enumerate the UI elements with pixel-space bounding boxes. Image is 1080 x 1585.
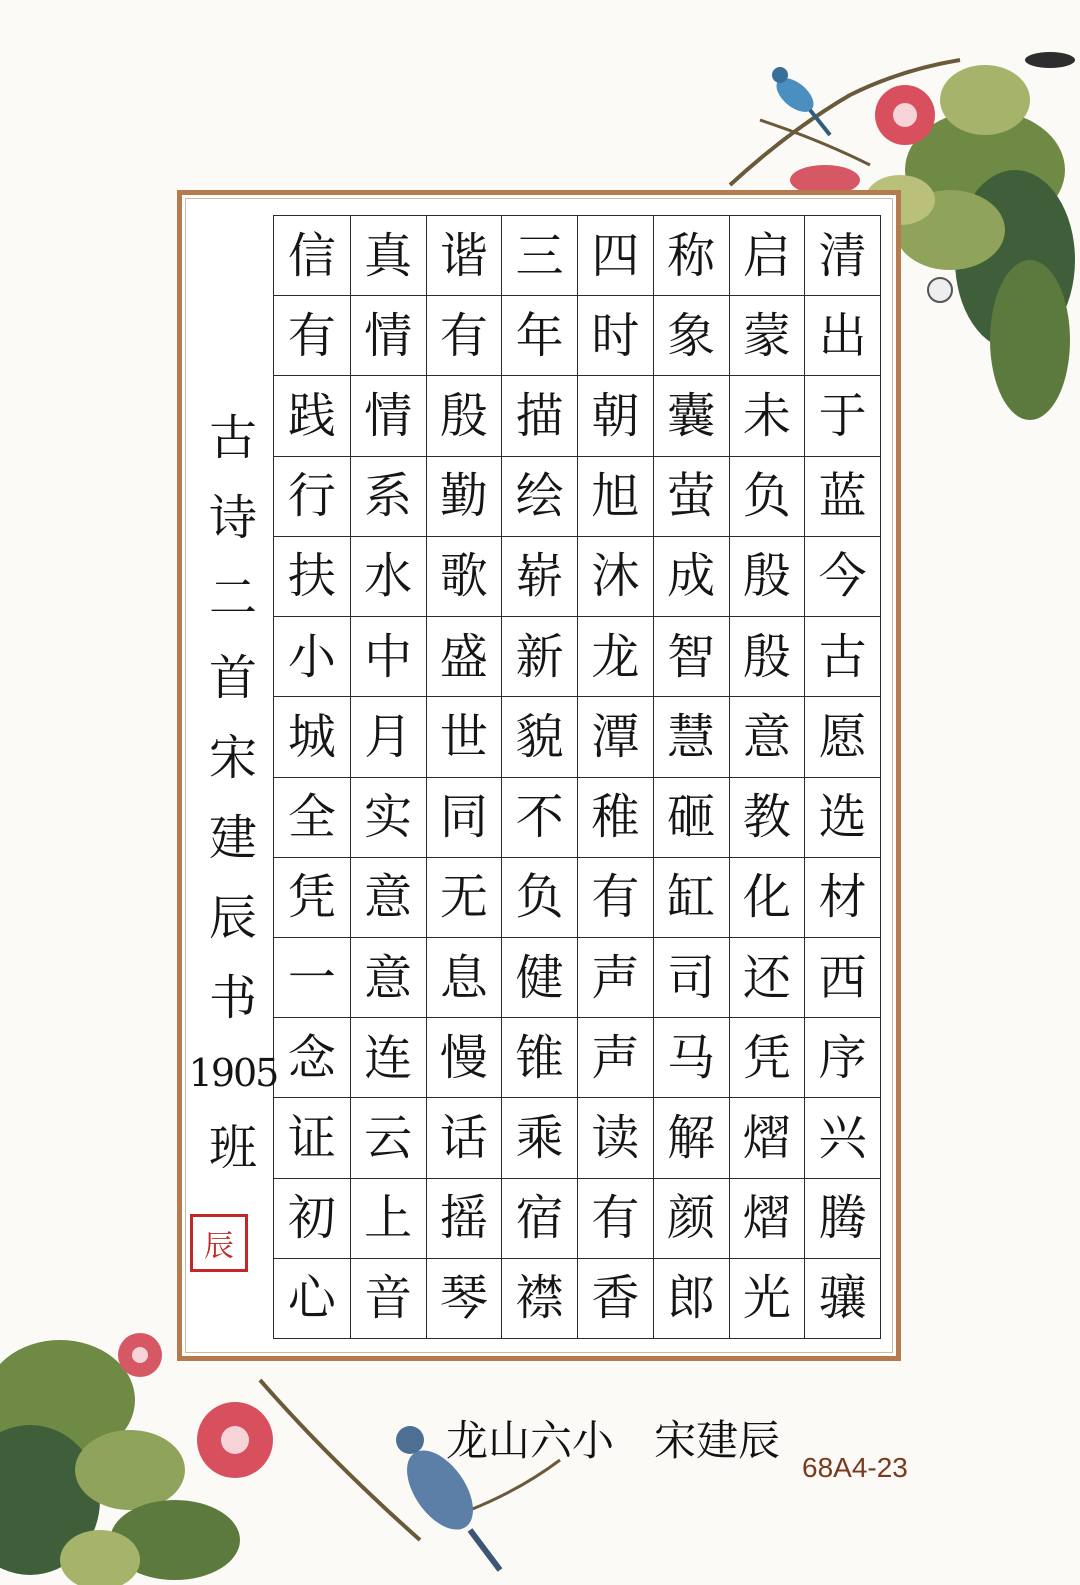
grid-cell: 宿 (502, 1179, 577, 1259)
grid-cell: 情 (351, 296, 426, 376)
grid-cell: 郎 (667, 1270, 716, 1327)
grid-cell: 智 (654, 617, 729, 697)
grid-column (426, 216, 502, 1338)
leaves-bottom-left (0, 1340, 240, 1585)
grid-cell: 念 (274, 1018, 350, 1098)
grid-cell: 选 (805, 778, 880, 858)
grid-cell: 崭 (502, 537, 577, 617)
grid-cell: 光 (742, 1270, 791, 1327)
grid-cell: 行 (274, 457, 350, 537)
grid-cell: 负 (502, 858, 577, 938)
grid-cell: 全 (274, 778, 350, 858)
grid-cell: 意 (351, 858, 426, 938)
grid-cell: 称 (654, 216, 729, 296)
product-code: 68A4-23 (802, 1452, 908, 1483)
grid-cell: 启 (730, 216, 805, 296)
inscription-char: 辰 (208, 890, 257, 946)
grid-cell: 息 (427, 938, 502, 1018)
grid-cell: 貌 (502, 697, 577, 777)
grid-cell: 襟 (515, 1270, 564, 1327)
footer-school-author (446, 1408, 780, 1468)
grid-cell: 未 (730, 376, 805, 456)
grid-cell: 音 (364, 1270, 413, 1327)
inscription-char: 诗 (208, 490, 257, 546)
grid-cell: 凭 (274, 858, 350, 938)
inscription-class-char: 班 (208, 1120, 257, 1176)
grid-cell: 连 (351, 1018, 426, 1098)
grid-cell: 描 (502, 376, 577, 456)
grid-cell: 城 (274, 697, 350, 777)
grid-cell: 骧 (818, 1270, 867, 1327)
inscription-char: 二 (208, 570, 257, 626)
grid-cell: 勤 (427, 457, 502, 537)
footer-author: 宋建辰 (654, 1416, 781, 1465)
grid-column (350, 216, 426, 1338)
grid-cell: 古 (805, 617, 880, 697)
grid-cell: 锥 (502, 1018, 577, 1098)
grid-cell: 兴 (805, 1098, 880, 1178)
grid-cell: 解 (654, 1098, 729, 1178)
grid-cell: 意 (351, 938, 426, 1018)
inscription-char: 首 (208, 650, 257, 706)
grid-cell: 年 (502, 296, 577, 376)
grid-cell: 化 (730, 858, 805, 938)
grid-cell: 时 (578, 296, 653, 376)
grid-cell: 蒙 (730, 296, 805, 376)
grid-cell: 西 (805, 938, 880, 1018)
grid-cell: 系 (351, 457, 426, 537)
grid-cell: 世 (427, 697, 502, 777)
grid-cell: 负 (730, 457, 805, 537)
inscription-char: 建 (208, 810, 257, 866)
grid-cell: 情 (351, 376, 426, 456)
grid-cell: 盛 (427, 617, 502, 697)
grid-cell: 出 (805, 296, 880, 376)
grid-cell: 颜 (654, 1179, 729, 1259)
grid-cell: 月 (351, 697, 426, 777)
grid-cell: 于 (805, 376, 880, 456)
grid-cell: 践 (274, 376, 350, 456)
grid-cell: 同 (427, 778, 502, 858)
bird-top-icon (770, 67, 830, 135)
red-seal-stamp: 辰 (190, 1214, 248, 1272)
grid-cell: 声 (578, 938, 653, 1018)
grid-cell: 不 (502, 778, 577, 858)
grid-column (577, 216, 653, 1338)
grid-cell: 慢 (427, 1018, 502, 1098)
grid-cell: 凭 (730, 1018, 805, 1098)
grid-cell: 意 (730, 697, 805, 777)
grid-cell: 摇 (427, 1179, 502, 1259)
grid-cell: 中 (351, 617, 426, 697)
grid-cell: 读 (578, 1098, 653, 1178)
grid-cell: 马 (654, 1018, 729, 1098)
grid-cell: 还 (730, 938, 805, 1018)
inscription-char: 宋 (208, 730, 257, 786)
grid-cell: 云 (351, 1098, 426, 1178)
grid-cell: 沐 (578, 537, 653, 617)
grid-cell: 旭 (578, 457, 653, 537)
grid-cell: 谐 (427, 216, 502, 296)
grid-cell: 熠 (730, 1179, 805, 1259)
grid-cell: 愿 (805, 697, 880, 777)
grid-column (653, 216, 729, 1338)
grid-cell: 熠 (730, 1098, 805, 1178)
grid-cell: 砸 (654, 778, 729, 858)
grid-cell: 乘 (502, 1098, 577, 1178)
grid-cell: 殷 (730, 617, 805, 697)
grid-cell: 四 (578, 216, 653, 296)
footer-school: 龙山六小 (446, 1416, 615, 1465)
grid-cell: 琴 (439, 1270, 488, 1327)
grid-column (501, 216, 577, 1338)
grid-cell: 朝 (578, 376, 653, 456)
grid-cell: 象 (654, 296, 729, 376)
grid-cell: 小 (274, 617, 350, 697)
grid-cell: 有 (274, 296, 350, 376)
grid-cell: 健 (502, 938, 577, 1018)
calligraphy-grid (273, 215, 881, 1339)
grid-cell: 今 (805, 537, 880, 617)
grid-cell: 真 (351, 216, 426, 296)
grid-column (274, 216, 350, 1338)
grid-cell: 无 (427, 858, 502, 938)
grid-cell: 慧 (654, 697, 729, 777)
grid-cell: 清 (805, 216, 880, 296)
grid-cell: 成 (654, 537, 729, 617)
grid-cell: 潭 (578, 697, 653, 777)
grid-cell: 缸 (654, 858, 729, 938)
grid-cell: 三 (502, 216, 577, 296)
grid-cell: 上 (351, 1179, 426, 1259)
grid-cell: 实 (351, 778, 426, 858)
grid-cell: 扶 (274, 537, 350, 617)
inscription-char: 古 (208, 410, 257, 466)
grid-column (804, 216, 880, 1338)
grid-cell: 囊 (654, 376, 729, 456)
grid-cell: 有 (578, 858, 653, 938)
grid-cell: 稚 (578, 778, 653, 858)
inscription-class-number: 1905 (188, 1051, 278, 1095)
grid-cell: 殷 (427, 376, 502, 456)
inscription-column (188, 398, 278, 1188)
grid-cell: 声 (578, 1018, 653, 1098)
grid-cell: 有 (578, 1179, 653, 1259)
grid-cell: 序 (805, 1018, 880, 1098)
grid-cell: 信 (274, 216, 350, 296)
grid-cell: 司 (654, 938, 729, 1018)
grid-cell: 证 (274, 1098, 350, 1178)
grid-cell: 心 (287, 1270, 336, 1327)
grid-cell: 材 (805, 858, 880, 938)
grid-cell: 龙 (578, 617, 653, 697)
grid-cell: 话 (427, 1098, 502, 1178)
grid-column (729, 216, 805, 1338)
grid-cell: 蓝 (805, 457, 880, 537)
grid-cell: 新 (502, 617, 577, 697)
grid-cell: 一 (274, 938, 350, 1018)
grid-cell: 有 (427, 296, 502, 376)
grid-cell: 歌 (427, 537, 502, 617)
grid-cell: 香 (591, 1270, 640, 1327)
grid-cell: 萤 (654, 457, 729, 537)
grid-cell: 殷 (730, 537, 805, 617)
grid-cell: 绘 (502, 457, 577, 537)
grid-cell: 水 (351, 537, 426, 617)
grid-cell: 教 (730, 778, 805, 858)
grid-cell: 腾 (805, 1179, 880, 1259)
grid-cell: 初 (274, 1179, 350, 1259)
inscription-char: 书 (208, 970, 257, 1026)
